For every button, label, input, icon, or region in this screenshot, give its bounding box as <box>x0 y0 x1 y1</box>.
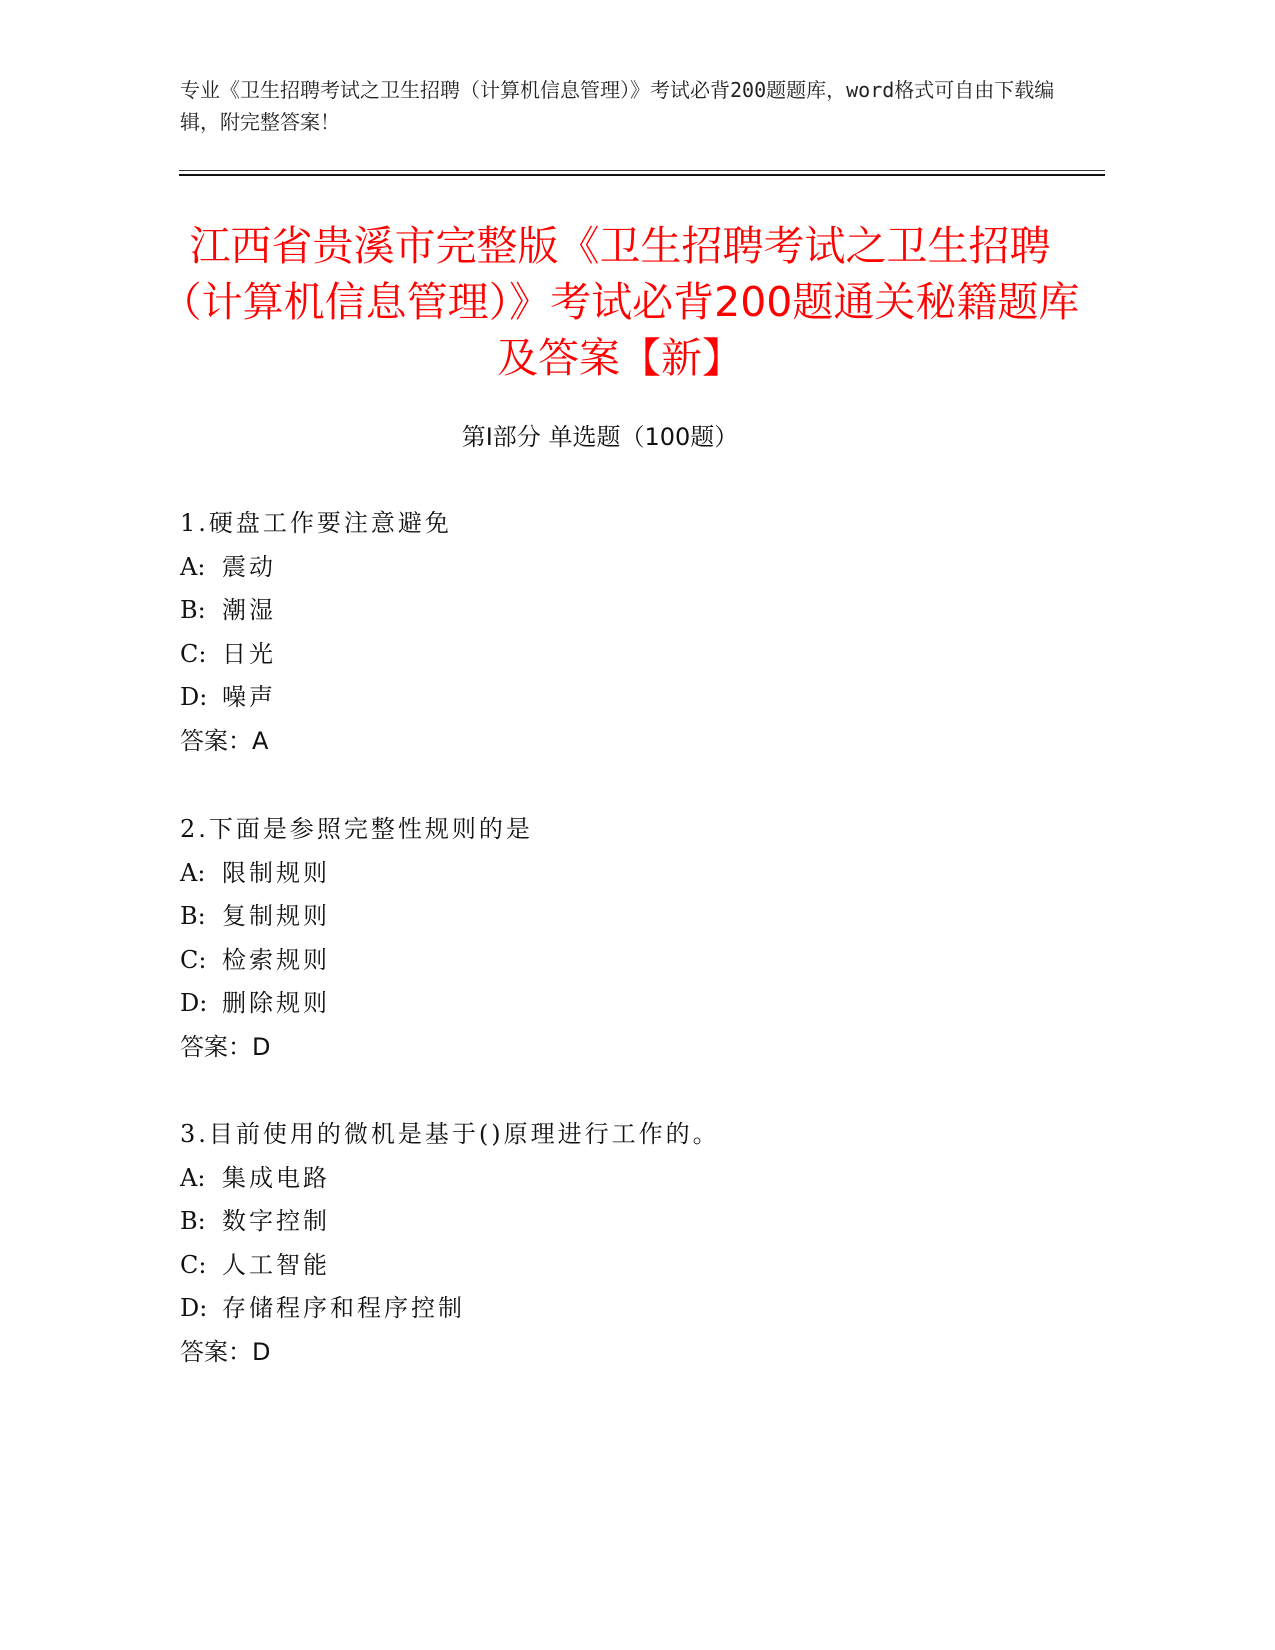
option-b <box>180 895 1080 939</box>
option-text: 复制规则 <box>222 902 330 931</box>
option-letter: D: <box>180 683 208 712</box>
option-text: 删除规则 <box>222 989 330 1018</box>
option-b <box>180 1200 1080 1244</box>
section-heading: 第Ⅰ部分 单选题（100题） <box>461 423 739 451</box>
option-a <box>180 852 1080 896</box>
question-1 <box>180 502 1080 764</box>
question-2 <box>180 808 1080 1070</box>
option-letter: D: <box>180 1294 208 1323</box>
option-text: 日光 <box>222 639 276 668</box>
option-a <box>180 1157 1080 1201</box>
option-b <box>180 589 1080 633</box>
header-divider-thin <box>179 170 1105 171</box>
option-letter: B: <box>180 596 206 625</box>
option-text: 潮湿 <box>222 596 276 625</box>
option-letter: A: <box>180 858 206 887</box>
question-3 <box>180 1113 1080 1375</box>
header-divider-thick <box>179 174 1105 176</box>
option-c <box>180 633 1080 677</box>
option-text: 集成电路 <box>222 1163 330 1192</box>
question-stem: 2.下面是参照完整性规则的是 <box>180 815 533 843</box>
option-letter: A: <box>180 552 206 581</box>
option-letter: C: <box>180 639 207 668</box>
option-text: 限制规则 <box>222 858 330 887</box>
option-c <box>180 939 1080 983</box>
answer: 答案：A <box>180 726 269 755</box>
option-d <box>180 1287 1080 1331</box>
answer: 答案：D <box>180 1032 271 1061</box>
option-text: 检索规则 <box>222 945 330 974</box>
option-c <box>180 1244 1080 1288</box>
question-stem: 1.硬盘工作要注意避免 <box>180 509 452 537</box>
question-stem: 3.目前使用的微机是基于()原理进行工作的。 <box>180 1120 720 1148</box>
option-letter: D: <box>180 989 208 1018</box>
option-letter: B: <box>180 902 206 931</box>
header-note: 专业《卫生招聘考试之卫生招聘（计算机信息管理）》考试必背200题题库，word格式可自由下载编辑，附完整答案！ <box>180 78 1055 134</box>
option-a <box>180 546 1080 590</box>
option-text: 噪声 <box>222 683 276 712</box>
option-letter: A: <box>180 1163 206 1192</box>
option-text: 人工智能 <box>222 1250 330 1279</box>
option-letter: B: <box>180 1207 206 1236</box>
option-text: 数字控制 <box>222 1207 330 1236</box>
option-d <box>180 676 1080 720</box>
answer: 答案：D <box>180 1337 271 1366</box>
document-title: 江西省贵溪市完整版《卫生招聘考试之卫生招聘（计算机信息管理）》考试必背200题通关秘籍题库及答案【新】 <box>160 222 1080 382</box>
option-text: 震动 <box>222 552 276 581</box>
option-d <box>180 982 1080 1026</box>
option-text: 存储程序和程序控制 <box>222 1294 465 1323</box>
option-letter: C: <box>180 1250 207 1279</box>
option-letter: C: <box>180 945 207 974</box>
